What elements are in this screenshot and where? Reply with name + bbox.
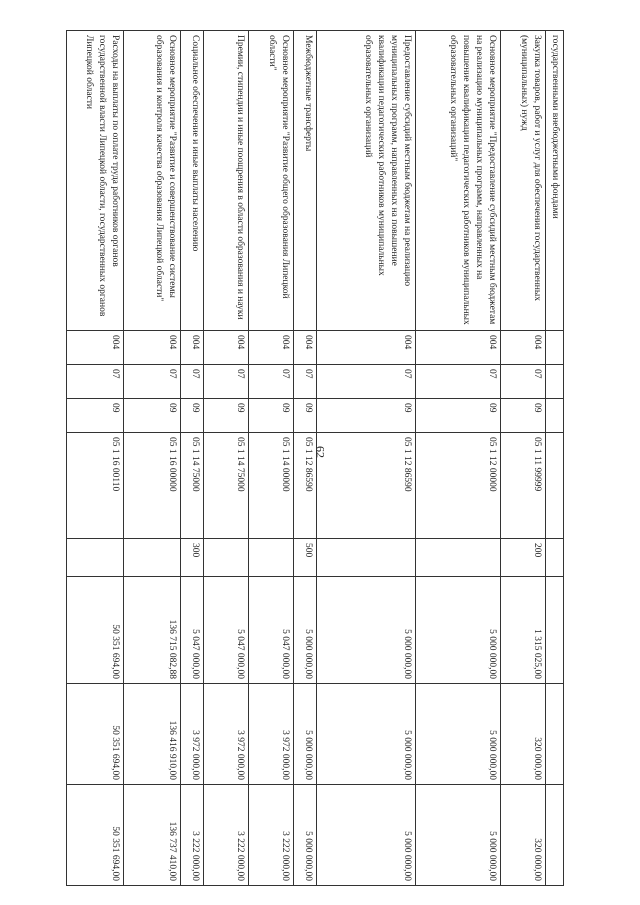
cell-year3: 50 351 694,00 [67, 785, 124, 886]
table-row [317, 31, 416, 886]
cell-csr: 05 1 12 86590 [294, 433, 317, 539]
cell-year3: 5 000 000,00 [416, 785, 501, 886]
table-row [124, 31, 181, 886]
row-name: Основное мероприятие "Развитие и совершенствование системы образования и контроля качества образования Липецкой области" [124, 31, 181, 331]
table-row [546, 31, 564, 886]
table-row [294, 31, 317, 886]
cell-ved: 004 [294, 331, 317, 365]
row-name: Расходы на выплаты по оплате труда работников органов государственной власти Липецкой области, государственных органов Липецкой области [67, 31, 124, 331]
cell-rz: 07 [416, 365, 501, 399]
cell-year1: 50 351 694,00 [67, 577, 124, 684]
cell-vr [124, 539, 181, 577]
cell-ved [546, 331, 564, 365]
cell-year3: 136 737 410,00 [124, 785, 181, 886]
cell-ved: 004 [181, 331, 204, 365]
cell-ved: 004 [67, 331, 124, 365]
cell-pr: 09 [124, 399, 181, 433]
cell-year1: 5 000 000,00 [317, 577, 416, 684]
cell-csr: 05 1 12 00000 [416, 433, 501, 539]
cell-vr [67, 539, 124, 577]
cell-ved: 004 [501, 331, 546, 365]
cell-csr: 05 1 16 00110 [67, 433, 124, 539]
cell-year1: 5 000 000,00 [416, 577, 501, 684]
row-name: Социальное обеспечение и иные выплаты населению [181, 31, 204, 331]
cell-rz: 07 [501, 365, 546, 399]
cell-year1: 5 047 000,00 [249, 577, 294, 684]
cell-year2: 136 416 910,00 [124, 684, 181, 785]
cell-year1: 1 315 025,00 [501, 577, 546, 684]
cell-rz: 07 [294, 365, 317, 399]
cell-vr [546, 539, 564, 577]
row-name: Закупка товаров, работ и услуг для обеспечения государственных (муниципальных) нужд [501, 31, 546, 331]
cell-ved: 004 [204, 331, 249, 365]
cell-pr: 09 [249, 399, 294, 433]
cell-vr: 300 [181, 539, 204, 577]
cell-pr: 09 [204, 399, 249, 433]
cell-year3: 3 222 000,00 [181, 785, 204, 886]
budget-table [66, 30, 564, 886]
row-name: государственными внебюджетными фондами [546, 31, 564, 331]
cell-rz: 07 [317, 365, 416, 399]
table-row [67, 31, 124, 886]
cell-ved: 004 [416, 331, 501, 365]
cell-csr: 05 1 14 75000 [204, 433, 249, 539]
cell-year2: 50 351 694,00 [67, 684, 124, 785]
cell-year3: 5 000 000,00 [294, 785, 317, 886]
row-name: Основное мероприятие "Предоставление субсидий местным бюджетам на реализацию муниципальных программ, направленных на повышение квалификации педагогических работников муниципальных образовательных организаций" [416, 31, 501, 331]
cell-year3: 3 222 000,00 [204, 785, 249, 886]
cell-pr: 09 [181, 399, 204, 433]
cell-rz: 07 [204, 365, 249, 399]
cell-ved: 004 [317, 331, 416, 365]
cell-year1: 5 047 000,00 [181, 577, 204, 684]
cell-rz: 07 [181, 365, 204, 399]
cell-year1: 5 047 000,00 [204, 577, 249, 684]
cell-year1 [546, 577, 564, 684]
cell-rz [546, 365, 564, 399]
cell-csr: 05 1 16 00000 [124, 433, 181, 539]
cell-rz: 07 [249, 365, 294, 399]
cell-pr: 09 [317, 399, 416, 433]
cell-year3: 5 000 000,00 [317, 785, 416, 886]
cell-ved: 004 [124, 331, 181, 365]
cell-pr: 09 [501, 399, 546, 433]
cell-year2: 3 972 000,00 [204, 684, 249, 785]
cell-csr [546, 433, 564, 539]
cell-pr: 09 [416, 399, 501, 433]
cell-csr: 05 1 14 00000 [249, 433, 294, 539]
cell-csr: 05 1 11 99999 [501, 433, 546, 539]
page-number: 62 [313, 446, 328, 458]
cell-year2 [546, 684, 564, 785]
cell-year2: 3 972 000,00 [249, 684, 294, 785]
cell-vr [249, 539, 294, 577]
cell-vr: 500 [294, 539, 317, 577]
cell-pr [546, 399, 564, 433]
cell-rz: 07 [67, 365, 124, 399]
cell-year2: 5 000 000,00 [294, 684, 317, 785]
cell-csr: 05 1 12 86590 [317, 433, 416, 539]
cell-vr [416, 539, 501, 577]
table-row [416, 31, 501, 886]
cell-year2: 5 000 000,00 [317, 684, 416, 785]
rotated-page [68, 30, 564, 885]
table-row [204, 31, 249, 886]
cell-rz: 07 [124, 365, 181, 399]
cell-csr: 05 1 14 75000 [181, 433, 204, 539]
cell-vr [317, 539, 416, 577]
table-row [501, 31, 546, 886]
budget-table-container [68, 30, 564, 885]
cell-vr [204, 539, 249, 577]
cell-year3: 320 000,00 [501, 785, 546, 886]
cell-year2: 320 000,00 [501, 684, 546, 785]
cell-ved: 004 [249, 331, 294, 365]
row-name: Основное мероприятие "Развитие общего образования Липецкой области" [249, 31, 294, 331]
table-row [249, 31, 294, 886]
cell-year1: 5 000 000,00 [294, 577, 317, 684]
row-name: Предоставление субсидий местным бюджетам на реализацию муниципальных программ, направленных на повышение квалификации педагогических работников муниципальных образовательных организаций [317, 31, 416, 331]
cell-pr: 09 [67, 399, 124, 433]
table-row [181, 31, 204, 886]
cell-pr: 09 [294, 399, 317, 433]
cell-year3: 3 222 000,00 [249, 785, 294, 886]
cell-year2: 3 972 000,00 [181, 684, 204, 785]
cell-year1: 136 715 082,88 [124, 577, 181, 684]
row-name: Премии, стипендии и иные поощрения в области образования и науки [204, 31, 249, 331]
cell-year3 [546, 785, 564, 886]
cell-year2: 5 000 000,00 [416, 684, 501, 785]
row-name: Межбюджетные трансферты [294, 31, 317, 331]
cell-vr: 200 [501, 539, 546, 577]
